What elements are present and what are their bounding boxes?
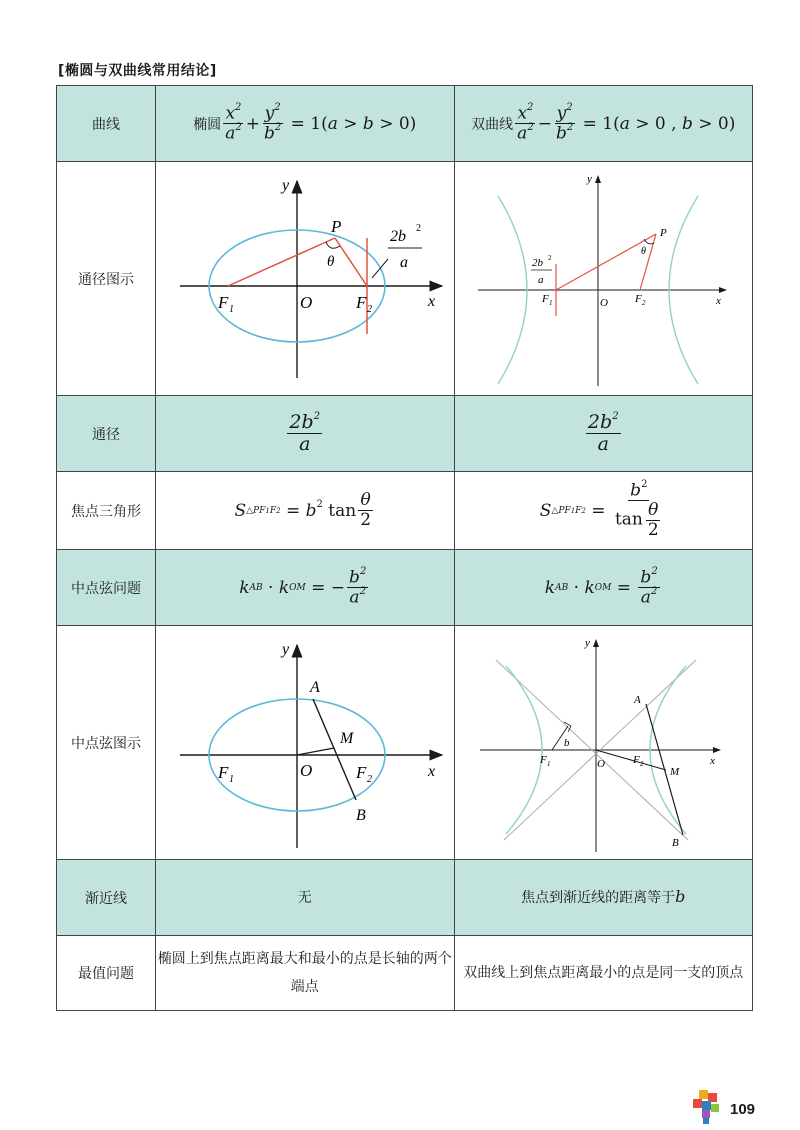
f1-label: F bbox=[217, 763, 229, 782]
x-label: x bbox=[716, 295, 722, 307]
ellipse-extremum: 椭圆上到焦点距离最大和最小的点是长轴的两个端点 bbox=[156, 936, 455, 1011]
hyperbola-name: 双曲线 bbox=[471, 116, 514, 133]
f2-sub: 2 bbox=[366, 304, 372, 315]
f1-sub: 1 bbox=[549, 299, 553, 307]
latus-pointer bbox=[372, 259, 388, 278]
row-midpoint-diagram bbox=[57, 626, 753, 860]
focal-radius-2 bbox=[335, 238, 367, 286]
ellipse-midpoint-cell bbox=[156, 626, 455, 860]
hyperbola-asymptote-text: 焦点到渐近线的距离等于 bbox=[521, 890, 676, 906]
f1-sub: 1 bbox=[228, 774, 234, 785]
segment-om bbox=[596, 750, 666, 770]
focal-radius-2 bbox=[640, 234, 656, 290]
f1-label: F bbox=[542, 293, 549, 305]
ellipse-equation: 椭圆 $\frac{x^2}{a^2}$ + $\frac{y^2}{b^2}$ = 1(a > b > 0) bbox=[156, 86, 455, 162]
publisher-logo-icon bbox=[691, 1090, 721, 1124]
y-label: y bbox=[281, 641, 289, 658]
f2-label: F bbox=[355, 293, 367, 312]
hyperbola-latus-formula: $\frac{2b^2}{a}$ bbox=[454, 396, 753, 472]
point-a-label: A bbox=[309, 679, 320, 696]
focal-radius-1 bbox=[556, 234, 656, 290]
row-midpoint-chord bbox=[57, 550, 753, 626]
hyperbola-latus-cell bbox=[454, 162, 753, 396]
row-header-midpoint-chord: 中点弦问题 bbox=[57, 550, 156, 626]
row-header-asymptote: 渐近线 bbox=[57, 860, 156, 936]
f2-sub: 2 bbox=[640, 760, 644, 768]
f2-sub: 2 bbox=[366, 774, 372, 785]
ellipse-midpoint-diagram bbox=[160, 630, 450, 855]
x-label: x bbox=[427, 293, 435, 310]
row-header-extremum: 最值问题 bbox=[57, 936, 156, 1011]
f2-label: F bbox=[355, 763, 367, 782]
f2-label: F bbox=[633, 754, 640, 766]
ellipse-latus-diagram bbox=[160, 166, 450, 391]
ellipse-midpoint-formula: k AB · k OM = − $\frac{b^2}{a^2}$ bbox=[156, 550, 455, 626]
point-m-label: M bbox=[339, 730, 354, 747]
point-b-label: B bbox=[355, 807, 366, 824]
ellipse-asymptote: 无 bbox=[156, 860, 455, 936]
hyperbola-asymptote bbox=[454, 860, 753, 936]
row-header-midpoint-diagram: 中点弦图示 bbox=[57, 626, 156, 860]
ellipse-latus-formula: $\frac{2b^2}{a}$ bbox=[156, 396, 455, 472]
f1-label: F bbox=[217, 293, 229, 312]
f1-sub: 1 bbox=[547, 760, 551, 768]
hyperbola-equation: 双曲线 $\frac{x^2}{a^2}$ − $\frac{y^2}{b^2}$ = 1(a > 0 , b > 0) bbox=[454, 86, 753, 162]
theta-label: θ bbox=[641, 246, 647, 257]
row-curve bbox=[57, 86, 753, 162]
latus-numerator: 2b bbox=[532, 257, 544, 269]
point-a-label: A bbox=[634, 694, 641, 706]
point-b-label: B bbox=[672, 837, 679, 849]
origin-label: O bbox=[299, 293, 313, 312]
y-label: y bbox=[585, 637, 591, 649]
row-latus bbox=[57, 396, 753, 472]
hyperbola-midpoint-diagram bbox=[458, 630, 748, 855]
row-header-focal-triangle: 焦点三角形 bbox=[57, 472, 156, 550]
b-distance-label: b bbox=[564, 737, 570, 749]
latus-num-sup: 2 bbox=[548, 254, 552, 262]
hyperbola-midpoint-cell bbox=[454, 626, 753, 860]
conclusions-table bbox=[56, 85, 753, 1011]
hyperbola-extremum: 双曲线上到焦点距离最小的点是同一支的顶点 bbox=[454, 936, 753, 1011]
latus-num-sup: 2 bbox=[415, 223, 421, 234]
row-header-curve: 曲线 bbox=[57, 86, 156, 162]
row-header-latus-diagram: 通径图示 bbox=[57, 162, 156, 396]
f2-label: F bbox=[635, 293, 642, 305]
point-p-label: P bbox=[330, 217, 342, 236]
point-p-label: P bbox=[660, 227, 667, 239]
hyperbola-midpoint-formula: k AB · k OM = $\frac{b^2}{a^2}$ bbox=[454, 550, 753, 626]
focal-radius-1 bbox=[228, 238, 335, 286]
x-label: x bbox=[710, 755, 716, 767]
hyperbola-focal-triangle-formula: S △PF1F2 = $b^2$ tan $\frac{\theta}{2}$ bbox=[454, 472, 753, 550]
segment-om bbox=[297, 748, 334, 755]
ellipse-latus-cell bbox=[156, 162, 455, 396]
row-asymptote bbox=[57, 860, 753, 936]
row-focal-triangle bbox=[57, 472, 753, 550]
point-m-label: M bbox=[670, 766, 680, 778]
origin-label: O bbox=[597, 758, 606, 770]
origin-label: O bbox=[600, 297, 609, 309]
x-label: x bbox=[427, 763, 435, 780]
ellipse-name: 椭圆 bbox=[193, 116, 222, 133]
latus-denominator: a bbox=[538, 274, 544, 286]
y-label: y bbox=[281, 177, 289, 194]
page-number: 109 bbox=[730, 1101, 756, 1118]
hyperbola-latus-diagram bbox=[458, 166, 748, 391]
row-latus-diagram bbox=[57, 162, 753, 396]
f2-sub: 2 bbox=[642, 299, 646, 307]
row-header-latus: 通径 bbox=[57, 396, 156, 472]
hyperbola-asymptote-var: b bbox=[675, 887, 686, 906]
latus-numerator: 2b bbox=[389, 228, 406, 245]
section-title: [椭圆与双曲线常用结论] bbox=[58, 63, 217, 79]
row-extremum bbox=[57, 936, 753, 1011]
theta-label: θ bbox=[326, 254, 335, 270]
ellipse-focal-triangle-formula: S △PF1F2 = $b^2$ tan $\frac{\theta}{2}$ bbox=[156, 472, 455, 550]
origin-label: O bbox=[299, 761, 313, 780]
latus-denominator: a bbox=[399, 254, 408, 271]
y-label: y bbox=[587, 173, 593, 185]
f1-sub: 1 bbox=[228, 304, 234, 315]
f1-label: F bbox=[540, 754, 547, 766]
chord-ab bbox=[313, 699, 356, 800]
